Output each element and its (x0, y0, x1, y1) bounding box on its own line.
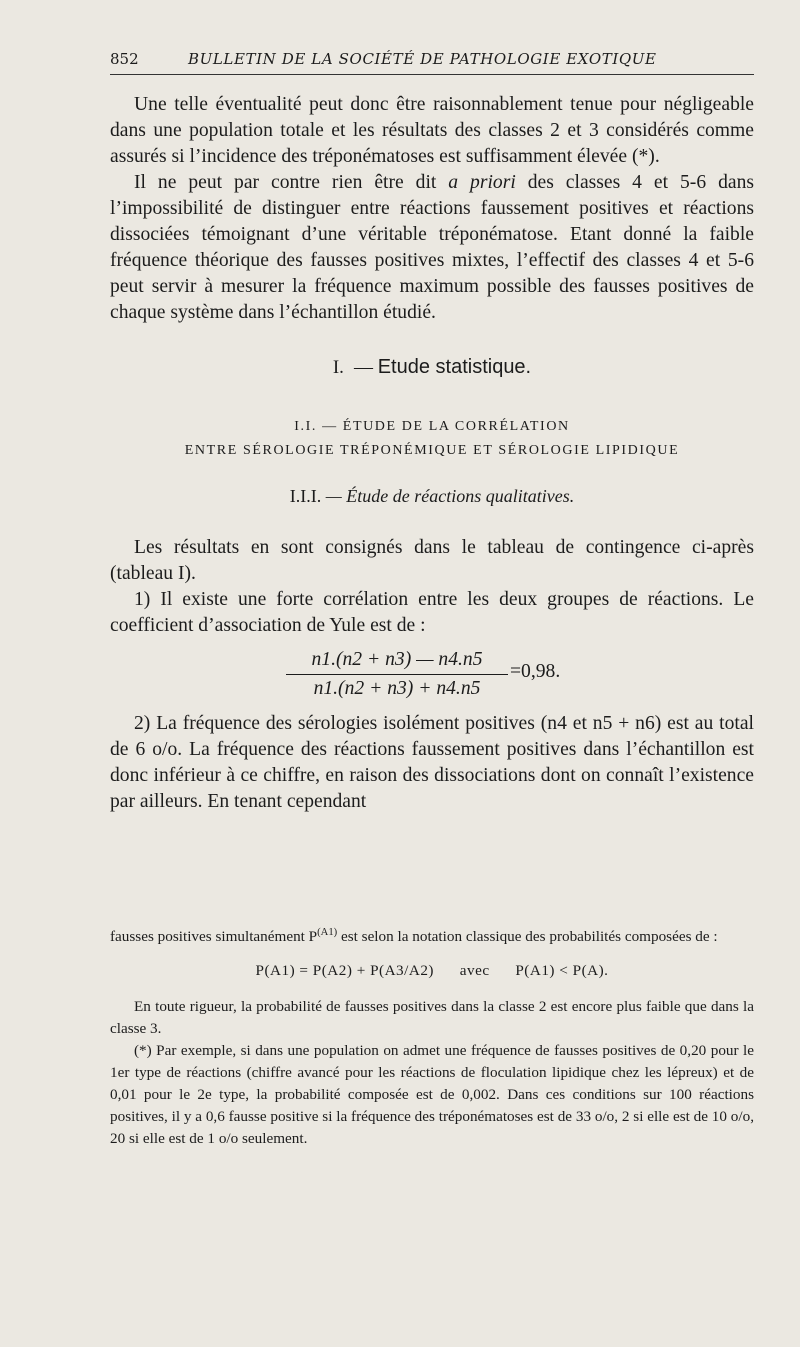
paragraph-1: Une telle éventualité peut donc être raisonnablement tenue pour négligeable dans une population totale et les résultats des classes 2 et 3 considérés comme assurés si l’incidence des tréponématoses est suffisamment élevée (*). (110, 94, 754, 167)
paragraph-2-start: Il ne peut par contre rien être dit (134, 172, 449, 193)
subsection-number: I.I. (294, 419, 317, 434)
footnote-1-start: fausses positives simultanément P (110, 928, 318, 946)
section-title: Etude statistique. (377, 356, 532, 378)
subsubsection-heading (110, 483, 754, 509)
section-number: I. (332, 357, 344, 378)
probability-formula: P(A1) = P(A2) + P(A3/A2) avec P(A1) < P(A). (255, 962, 609, 980)
paragraph-4: 1) Il existe une forte corrélation entre les deux groupes de réactions. Le coefficient d’association de Yule est de : (110, 589, 754, 636)
footnote-3: (*) Par exemple, si dans une population on admet une fréquence de fausses positives de 0,20 pour le 1er type de réactions (chiffre avancé pour les réactions de floculation lipidique chez les lépreux) et de 0,01 pour le 2e type, la probabilité composée est de 0,002. Dans ces conditions sur 100 réactions positives, il y a 0,6 fausse positive si la fréquence des tréponématoses est de 33 o/o, 2 si elle est de 10 o/o, 20 si elle est de 1 o/o seulement. (110, 1042, 754, 1148)
footnote-continued (110, 922, 754, 948)
footnote-1-sup: (A1) (317, 927, 338, 938)
formula-value: =0,98. (510, 661, 561, 682)
subsubsection-title: — Étude de réactions qualitatives. (325, 486, 575, 506)
section-heading (110, 354, 754, 381)
subsection-line-2: ENTRE SÉROLOGIE TRÉPONÉMIQUE ET SÉROLOGIE LIPIDIQUE (184, 443, 680, 458)
formula-denominator: n1.(n2 + n3) + n4.n5 (313, 678, 481, 699)
footnote-2: En toute rigueur, la probabilité de fausses positives dans la classe 2 est encore plus faible que dans la classe 3. (110, 998, 754, 1038)
footnotes (110, 922, 754, 1150)
yule-formula (110, 645, 754, 707)
paragraph-2-italic: a priori (448, 172, 516, 193)
formula-fraction (286, 647, 508, 702)
running-header (110, 50, 754, 75)
paragraph-2 (110, 170, 754, 326)
main-text (110, 92, 754, 815)
footnote-1-end: est selon la notation classique des probabilités composées de : (337, 928, 718, 946)
formula-numerator: n1.(n2 + n3) — n4.n5 (286, 647, 508, 675)
paragraph-5: 2) La fréquence des sérologies isolément positives (n4 et n5 + n6) est au total de 6 o/o. La fréquence des réactions faussement positives dans l’échantillon est donc inférieur à ce chiffre, en raison des dissociations dont on connaît l’existence par ailleurs. En tenant cependant (110, 713, 754, 812)
subsubsection-number: I.I.I. (289, 486, 322, 506)
subsection-heading (110, 415, 754, 463)
section-dash: — (353, 357, 373, 378)
running-title: BULLETIN DE LA SOCIÉTÉ DE PATHOLOGIE EXOTIQUE (188, 50, 657, 68)
paragraph-3: Les résultats en sont consignés dans le tableau de contingence ci-après (tableau I). (110, 537, 754, 584)
paragraph-2-end: des classes 4 et 5-6 dans l’impossibilité de distinguer entre réactions faussement positives et réactions dissociées témoignant d’une véritable tréponématose. Etant donné la faible fréquence théorique des fausses positives mixtes, l’effectif des classes 4 et 5-6 peut servir à mesurer la fréquence maximum possible des fausses positives de chaque système dans l’échantillon étudié. (110, 172, 754, 323)
page-number: 852 (110, 50, 139, 68)
subsection-line-1: — ÉTUDE DE LA CORRÉLATION (322, 419, 570, 434)
